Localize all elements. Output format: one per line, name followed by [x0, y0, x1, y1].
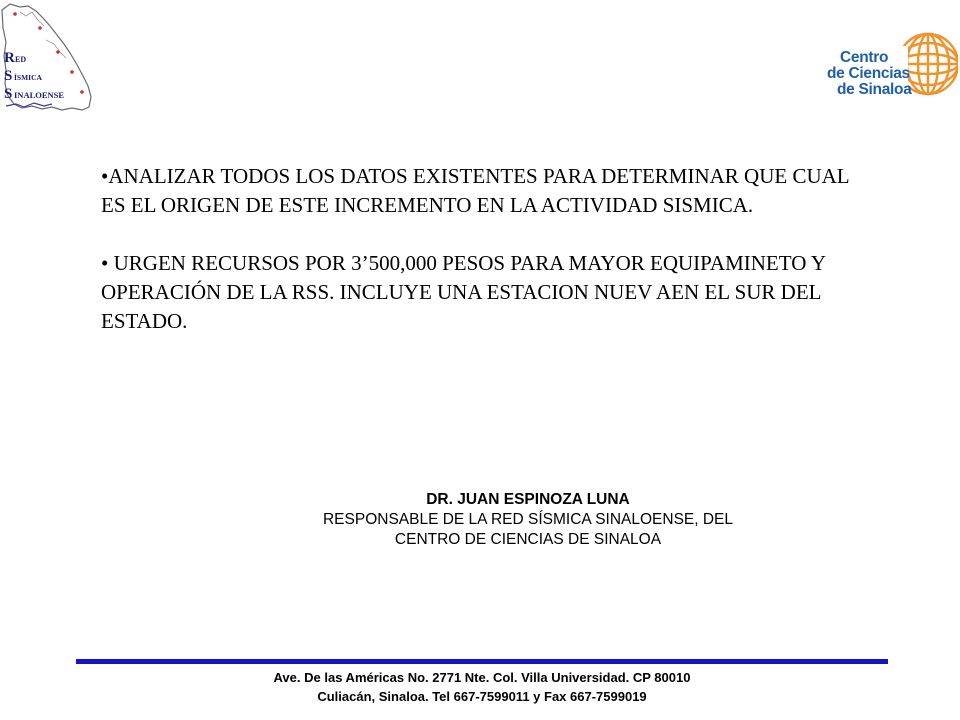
rss-initial-r: R [4, 50, 15, 66]
bullet-recursos: • URGEN RECURSOS POR 3’500,000 PESOS PARA MAYOR EQUIPAMINETO Y OPERACIÓN DE LA RSS. INCLUYE UNA ESTACION NUEV AEN EL SUR DEL ESTADO. [101, 251, 826, 333]
rss-word-sinaloense: INALOENSE [14, 90, 65, 100]
footer-address-line2: Culiacán, Sinaloa. Tel 667-7599011 y Fax 667-7599019 [317, 689, 647, 704]
rss-logo [0, 0, 96, 118]
bullet-analizar: •ANALIZAR TODOS LOS DATOS EXISTENTES PARA DETERMINAR QUE CUAL ES EL ORIGEN DE ESTE INCREMENTO EN LA ACTIVIDAD SISMICA. [101, 164, 849, 217]
signatory-role-line2: CENTRO DE CIENCIAS DE SINALOA [394, 531, 662, 548]
ccs-logo-line2: de Ciencias [827, 65, 910, 82]
ccs-logo [822, 26, 958, 106]
rss-word-sismica: ÍSMICA [14, 73, 42, 82]
rss-initial-s2: S [4, 86, 13, 102]
ccs-logo-line1: Centro [840, 49, 889, 66]
signatory-role-line1: RESPONSABLE DE LA RED SÍSMICA SINALOENSE, DEL [322, 511, 734, 528]
sinaloa-map-icon [0, 0, 96, 118]
footer-divider [76, 659, 888, 664]
main-content [101, 162, 871, 336]
signature-block [262, 490, 794, 550]
rss-initial-s1: S [4, 68, 13, 84]
rss-word-red: ED [15, 55, 27, 64]
ccs-logo-line3: de Sinaloa [837, 81, 912, 98]
footer-address-line1: Ave. De las Américas No. 2771 Nte. Col. Villa Universidad. CP 80010 [273, 670, 691, 685]
signatory-name: DR. JUAN ESPINOZA LUNA [426, 491, 630, 508]
footer-address [76, 668, 888, 706]
